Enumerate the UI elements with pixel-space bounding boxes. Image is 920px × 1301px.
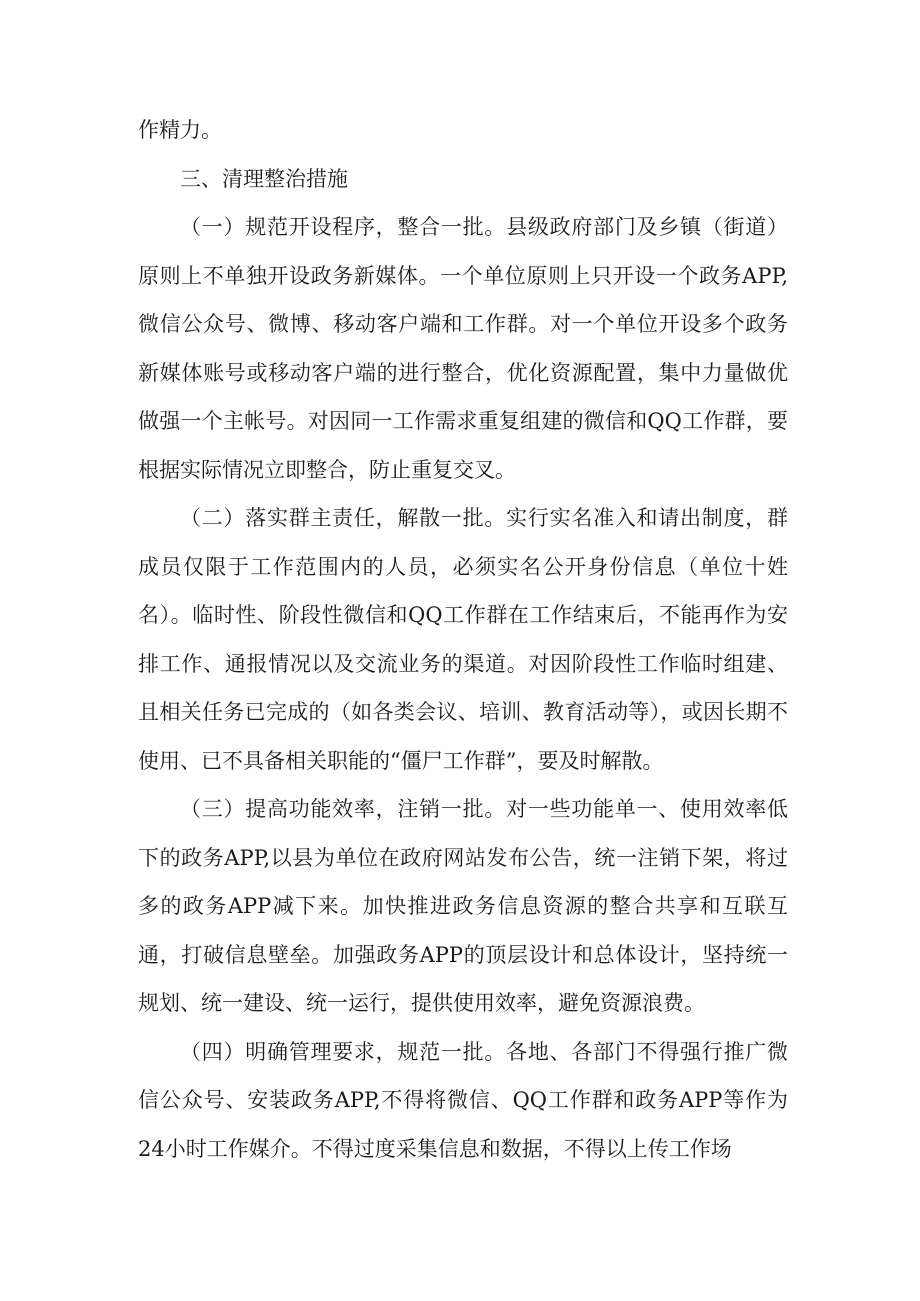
paragraph-continuation: 作精力。 (138, 118, 222, 142)
paragraph-measure-1: （一）规范开设程序，整合一批。县级政府部门及乡镇（街道）原则上不单独开设政务新媒体。一个单位原则上只开设一个政务APP,微信公众号、微博、移动客户端和工作群。对一个单位开设多个政务新媒体账号或移动客户端的进行整合，优化资源配置，集中力量做优做强一个主帐号。对因同一工作需求重复组建的微信和QQ工作群，要根据实际情况立即整合，防止重复交叉。 (138, 215, 788, 482)
paragraph-measure-4: （四）明确管理要求，规范一批。各地、各部门不得强行推广微信公众号、安装政务APP,不得将微信、QQ工作群和政务APP等作为24小时工作媒介。不得过度采集信息和数据，不得以上传工作场 (138, 1039, 788, 1161)
paragraph-measure-2: （二）落实群主责任，解散一批。实行实名准入和请出制度，群成员仅限于工作范围内的人员，必须实名公开身份信息（单位十姓名）。临时性、阶段性微信和QQ工作群在工作结束后，不能再作为安排工作、通报情况以及交流业务的渠道。对因阶段性工作临时组建、且相关任务已完成的（如各类会议、培训、教育活动等），或因长期不使用、已不具备相关职能的“僵尸工作群”，要及时解散。 (138, 506, 788, 773)
document-body (138, 106, 788, 1173)
paragraph-measure-3: （三）提高功能效率，注销一批。对一些功能单一、使用效率低下的政务APP,以县为单位在政府网站发布公告，统一注销下架，将过多的政务APP减下来。加快推进政务信息资源的整合共享和互联互通，打破信息壁垒。加强政务APP的顶层设计和总体设计，坚持统一规划、统一建设、统一运行，提供使用效率，避免资源浪费。 (138, 797, 788, 1015)
section-heading: 三、清理整治措施 (180, 166, 348, 191)
